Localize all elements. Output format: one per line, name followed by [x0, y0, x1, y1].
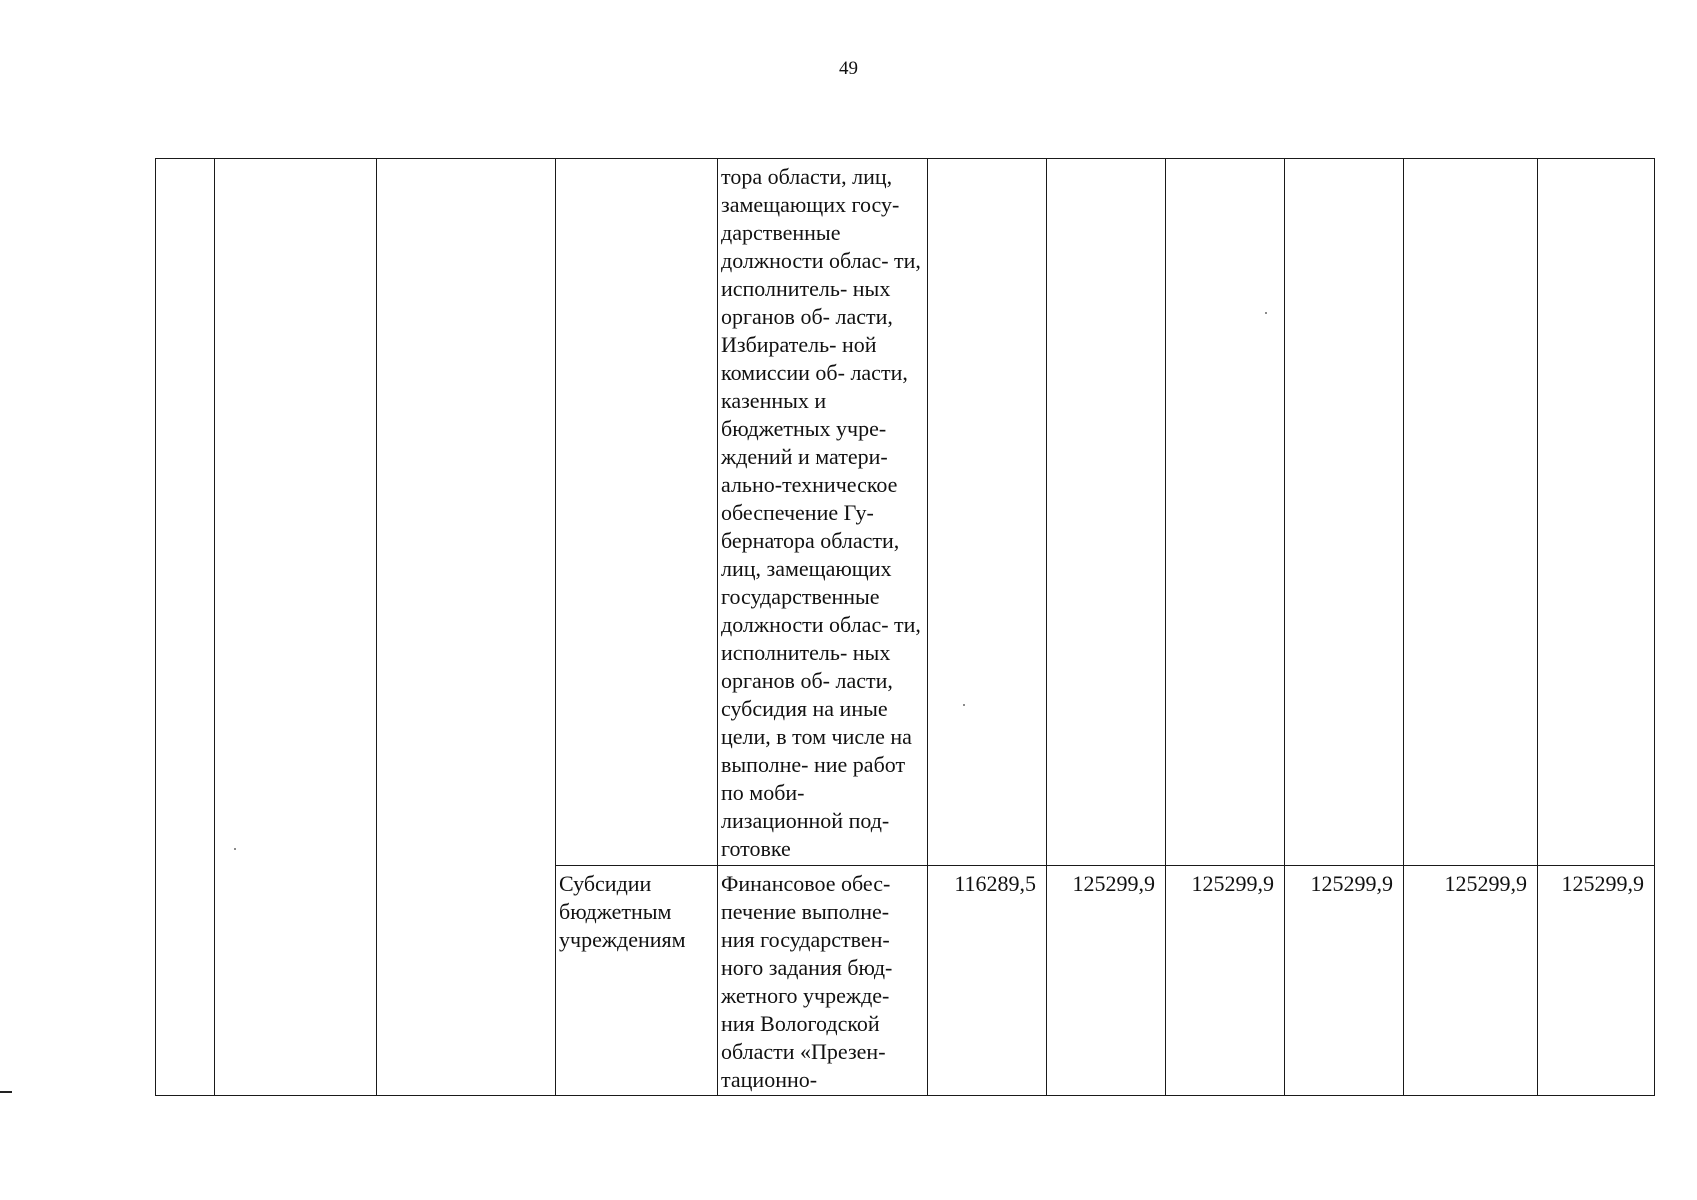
table-cell — [1538, 159, 1655, 866]
table-cell — [1285, 866, 1404, 1096]
cell-text: 125299,9 — [1561, 871, 1644, 896]
table-cell — [1166, 866, 1285, 1096]
data-table — [155, 158, 1655, 1096]
table-cell — [1404, 866, 1538, 1096]
cell-text: Субсидии бюджетным учреждениям — [559, 871, 686, 952]
cell-text: 116289,5 — [954, 871, 1036, 896]
table-cell — [1404, 159, 1538, 866]
cell-text: тора области, лиц, замещающих госу- дарственные должности облас- ти, исполнитель- ных органов об- ласти, Избиратель- ной комиссии об- ласти, казенных и бюджетных учре- ждений и матери- ально-техническое обеспечение Гу- бернатора области, лиц, замещающих государственные должности облас- ти, исполнитель- ных органов об- ласти, субсидия на иные цели, в том числе на выполне- ние работ по моби- лизационной под- готовке — [721, 164, 921, 861]
table-cell — [556, 159, 718, 866]
table-cell — [1166, 159, 1285, 866]
table-cell — [928, 866, 1047, 1096]
table-cell — [1047, 866, 1166, 1096]
cell-text: 125299,9 — [1310, 871, 1393, 896]
scan-speck — [963, 704, 965, 706]
cell-text: 125299,9 — [1191, 871, 1274, 896]
table-cell — [1285, 159, 1404, 866]
cell-text: Финансовое обес- печение выполне- ния государствен- ного задания бюд- жетного учрежде- ния Вологодской области «Презен- тационно- — [721, 871, 893, 1092]
table-cell — [1538, 866, 1655, 1096]
scan-edge-mark — [0, 1091, 12, 1093]
table-cell — [928, 159, 1047, 866]
page-number: 49 — [839, 58, 858, 79]
table-cell — [215, 159, 377, 1096]
table-cell — [1047, 159, 1166, 866]
cell-text: 125299,9 — [1072, 871, 1155, 896]
cell-text: 125299,9 — [1444, 871, 1527, 896]
table-cell — [156, 159, 215, 1096]
scan-speck — [234, 848, 236, 850]
table-cell — [718, 866, 928, 1096]
table-cell — [377, 159, 556, 1096]
table-cell — [718, 159, 928, 866]
table-row — [156, 159, 1655, 866]
table-cell — [556, 866, 718, 1096]
scan-speck — [1265, 312, 1267, 314]
